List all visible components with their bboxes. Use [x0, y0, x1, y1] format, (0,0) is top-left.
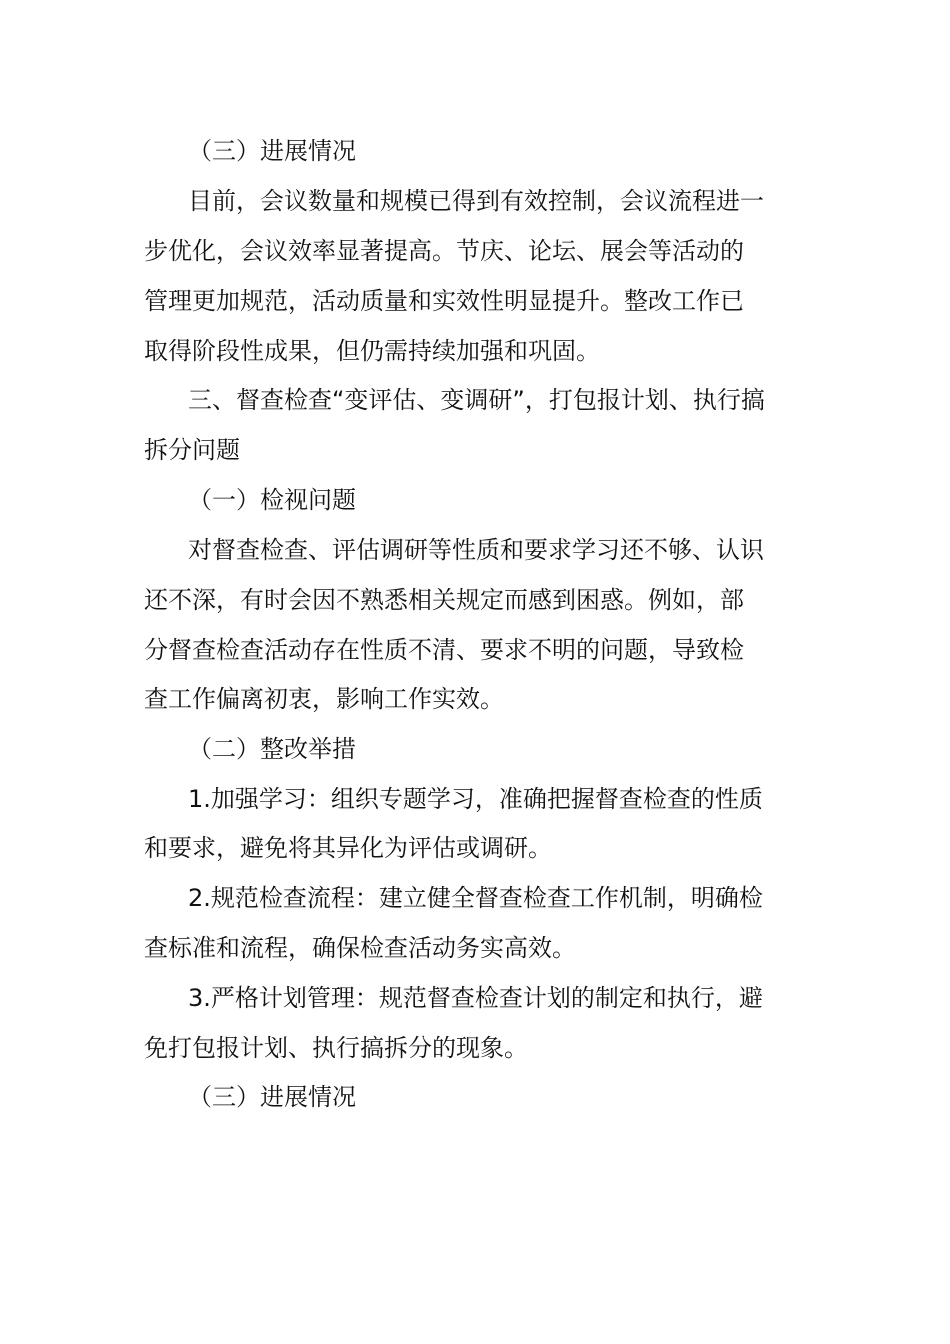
subheading-measures: （二）整改举措: [188, 735, 356, 763]
paragraph-line: 取得阶段性成果，但仍需持续加强和巩固。: [144, 337, 600, 365]
list-item-continued: 和要求，避免将其异化为评估或调研。: [144, 834, 552, 862]
section-heading: 三、督查检查“变评估、变调研”，打包报计划、执行搞: [188, 386, 765, 414]
subheading-issues: （一）检视问题: [188, 486, 356, 514]
list-item: 1.加强学习：组织专题学习，准确把握督查检查的性质: [188, 785, 763, 813]
subheading-progress: （三）进展情况: [188, 137, 356, 165]
paragraph-line: 步优化，会议效率显著提高。节庆、论坛、展会等活动的: [144, 237, 744, 265]
list-item-continued: 免打包报计划、执行搞拆分的现象。: [144, 1034, 528, 1062]
paragraph-line: 还不深，有时会因不熟悉相关规定而感到困惑。例如，部: [144, 586, 744, 614]
paragraph-line: 目前，会议数量和规模已得到有效控制，会议流程进一: [188, 187, 764, 215]
list-item: 2.规范检查流程：建立健全督查检查工作机制，明确检: [188, 884, 763, 912]
list-item-continued: 查标准和流程，确保检查活动务实高效。: [144, 934, 576, 962]
subheading-progress: （三）进展情况: [188, 1083, 356, 1111]
paragraph-line: 分督查检查活动存在性质不清、要求不明的问题，导致检: [144, 636, 744, 664]
list-item: 3.严格计划管理：规范督查检查计划的制定和执行，避: [188, 984, 763, 1012]
paragraph-line: 管理更加规范，活动质量和实效性明显提升。整改工作已: [144, 287, 744, 315]
section-heading-continued: 拆分问题: [144, 436, 240, 464]
paragraph-line: 查工作偏离初衷，影响工作实效。: [144, 685, 504, 713]
paragraph-line: 对督查检查、评估调研等性质和要求学习还不够、认识: [188, 536, 764, 564]
